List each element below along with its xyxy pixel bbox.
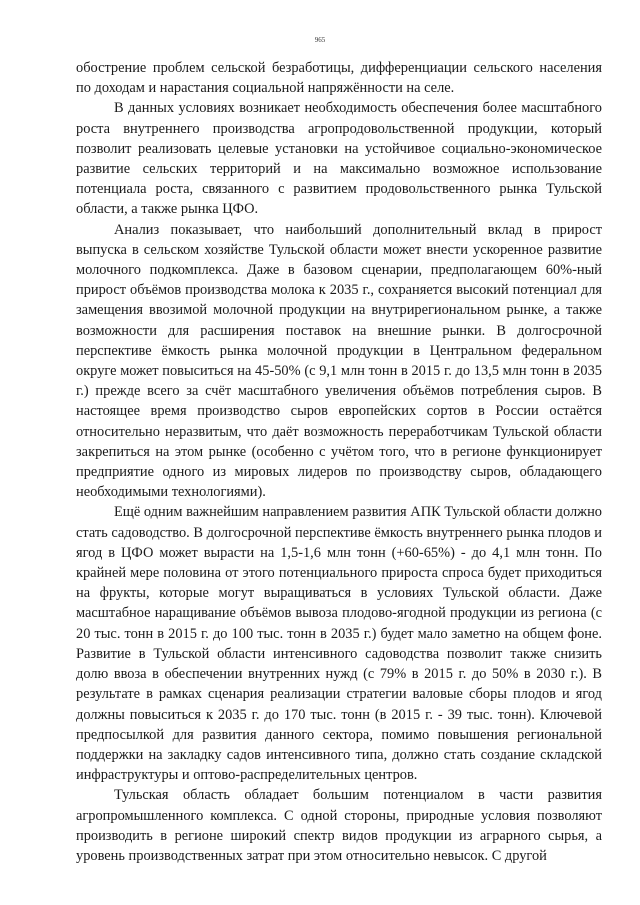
paragraph-horticulture: Ещё одним важнейшим направлением развития АПК Тульской области должно стать садоводство. В долгосрочной перспективе ёмкость внутреннего рынка плодов и ягод в ЦФО может вырасти на 1,5-1,6 млн тонн (+60-65%) - до 4,1 млн тонн. По крайней мере половина от этого потенциального прироста спроса будет приходиться на фрукты, которые могут выращиваться в условиях Тульской области. Даже масштабное наращивание объёмов вывоза плодово-ягодной продукции из региона (с 20 тыс. тонн в 2015 г. до 100 тыс. тонн в 2035 г.) будет мало заметно на общем фоне. Развитие в Тульской области интенсивного садоводства позволит также снизить долю ввоза в обеспечении внутренних нужд (с 79% в 2015 г. до 50% в 2030 г.). В результате в рамках сценария реализации стратегии валовые сборы плодов и ягод должны повыситься к 2035 г. до 170 тыс. тонн (в 2015 г. - 39 тыс. тонн). Ключевой предпосылкой для развития данного сектора, помимо повышения региональной поддержки на закладку садов интенсивного типа, должно стать создание складской инфраструктуры и оптово-распределительных центров.	[76, 504, 602, 784]
paragraph-conditions: В данных условиях возникает необходимость обеспечения более масштабного роста внутреннего производства агропродовольственной продукции, который позволит реализовать целевые установки на устойчивое социально-экономическое развитие сельских территорий и на максимально возможное использование потенциала роста, связанного с развитием продовольственного рынка Тульской области, а также рынка ЦФО.	[76, 100, 602, 218]
body-text	[76, 58, 602, 866]
paragraph-potential: Тульская область обладает большим потенциалом в части развития агропромышленного комплекса. С одной стороны, природные условия позволяют производить в регионе широкий спектр видов продукции из аграрного сырья, а уровень производственных затрат при этом относительно невысок. С другой	[76, 787, 602, 864]
paragraph-dairy-analysis: Анализ показывает, что наибольший дополнительный вклад в прирост выпуска в сельском хозяйстве Тульской области может внести ускоренное развитие молочного подкомплекса. Даже в базовом сценарии, предполагающем 60%-ный прирост объёмов производства молока к 2035 г., сохраняется высокий потенциал для замещения ввозимой молочной продукции на внутрирегиональном рынке, а также возможности для расширения поставок на внешние рынки. В долгосрочной перспективе ёмкость рынка молочной продукции в Центральном федеральном округе может повыситься на 45-50% (с 9,1 млн тонн в 2015 г. до 13,5 млн тонн в 2035 г.) прежде всего за счёт масштабного увеличения объёмов потребления сыров. В настоящее время производство сыров европейских сортов в России остаётся относительно неразвитым, что даёт возможность переработчикам Тульской области закрепиться на этом рынке (особенно с учётом того, что в регионе функционирует предприятие одного из мировых лидеров по производству сыров, обладающего необходимыми технологиями).	[76, 221, 602, 501]
page-number: 965	[314, 36, 326, 44]
paragraph-continuation: обострение проблем сельской безработицы, дифференциации сельского населения по доходам и нарастания социальной напряжённости на селе.	[76, 60, 602, 97]
